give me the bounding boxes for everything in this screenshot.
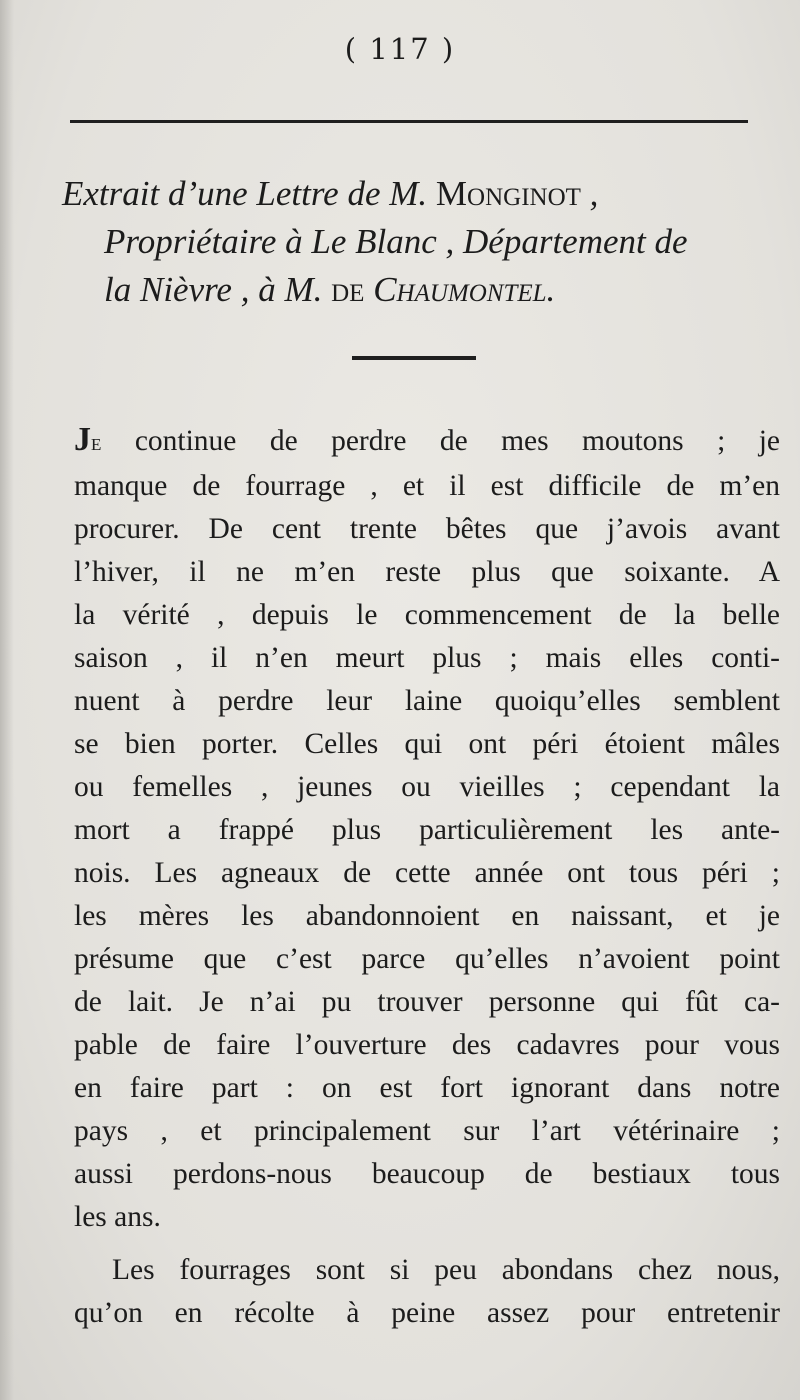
paragraph-1-line: les ans.	[74, 1201, 161, 1233]
paragraph-1-line-1-text: continue de perdre de mes moutons ; je	[101, 425, 780, 457]
paragraph-1-line: manque de fourrage , et il est difficile de m’en	[74, 470, 780, 502]
letter-title	[62, 170, 762, 314]
paragraph-1-line: nuent à perdre leur laine quoiqu’elles semblent	[74, 685, 780, 717]
paragraph-1-line-1	[74, 418, 780, 465]
title-line-1	[62, 170, 762, 218]
paragraph-2	[74, 1249, 780, 1335]
paragraph-2-line: qu’on en récolte à peine assez pour entretenir	[74, 1297, 780, 1329]
title-name-monginot: Monginot	[435, 174, 581, 213]
letter-body	[74, 418, 780, 1335]
paragraph-1-line: présume que c’est parce qu’elles n’avoient point	[74, 943, 780, 975]
paragraph-1-line: se bien porter. Celles qui ont péri étoient mâles	[74, 728, 780, 760]
header-rule	[70, 120, 748, 123]
paragraph-1-line: les mères les abandonnoient en naissant, et je	[74, 900, 780, 932]
title-de: de	[331, 270, 365, 309]
title-line-3	[62, 266, 762, 314]
initial-letter-rest: e	[91, 430, 102, 456]
page-edge-shadow	[0, 0, 14, 1400]
section-divider	[352, 356, 476, 360]
paragraph-1-line: l’hiver, il ne m’en reste plus que soixante. A	[74, 556, 780, 588]
initial-letter: J	[74, 421, 91, 458]
paragraph-1-line: pays , et principalement sur l’art vétérinaire ;	[74, 1115, 780, 1147]
paragraph-1-line: aussi perdons-nous beaucoup de bestiaux tous	[74, 1158, 780, 1190]
paragraph-1-line: de lait. Je n’ai pu trouver personne qui fût ca-	[74, 986, 780, 1018]
paragraph-1-line: ou femelles , jeunes ou vieilles ; cependant la	[74, 771, 780, 803]
title-name-chaumontel: Chaumontel.	[373, 270, 556, 309]
paragraph-1-line: pable de faire l’ouverture des cadavres pour vous	[74, 1029, 780, 1061]
title-line-2: Propriétaire à Le Blanc , Département de	[104, 222, 688, 261]
title-line-1-suffix: ,	[580, 174, 599, 213]
paragraph-1-line: la vérité , depuis le commencement de la belle	[74, 599, 780, 631]
paragraph-1-line: en faire part : on est fort ignorant dans notre	[74, 1072, 780, 1104]
paragraph-1	[74, 418, 780, 1239]
paragraph-1-line: mort a frappé plus particulièrement les ante-	[74, 814, 780, 846]
title-line-1-prefix: Extrait d’une Lettre de M.	[62, 174, 436, 213]
paragraph-1-line: procurer. De cent trente bêtes que j’avois avant	[74, 513, 780, 545]
page-number: ( 117 )	[344, 32, 456, 66]
paragraph-2-line: Les fourrages sont si peu abondans chez nous,	[112, 1254, 780, 1286]
title-line-3-prefix: la Nièvre , à M.	[104, 270, 332, 309]
paragraph-1-line: nois. Les agneaux de cette année ont tous péri ;	[74, 857, 780, 889]
title-line-3-space	[364, 270, 373, 309]
paragraph-1-line: saison , il n’en meurt plus ; mais elles conti-	[74, 642, 780, 674]
